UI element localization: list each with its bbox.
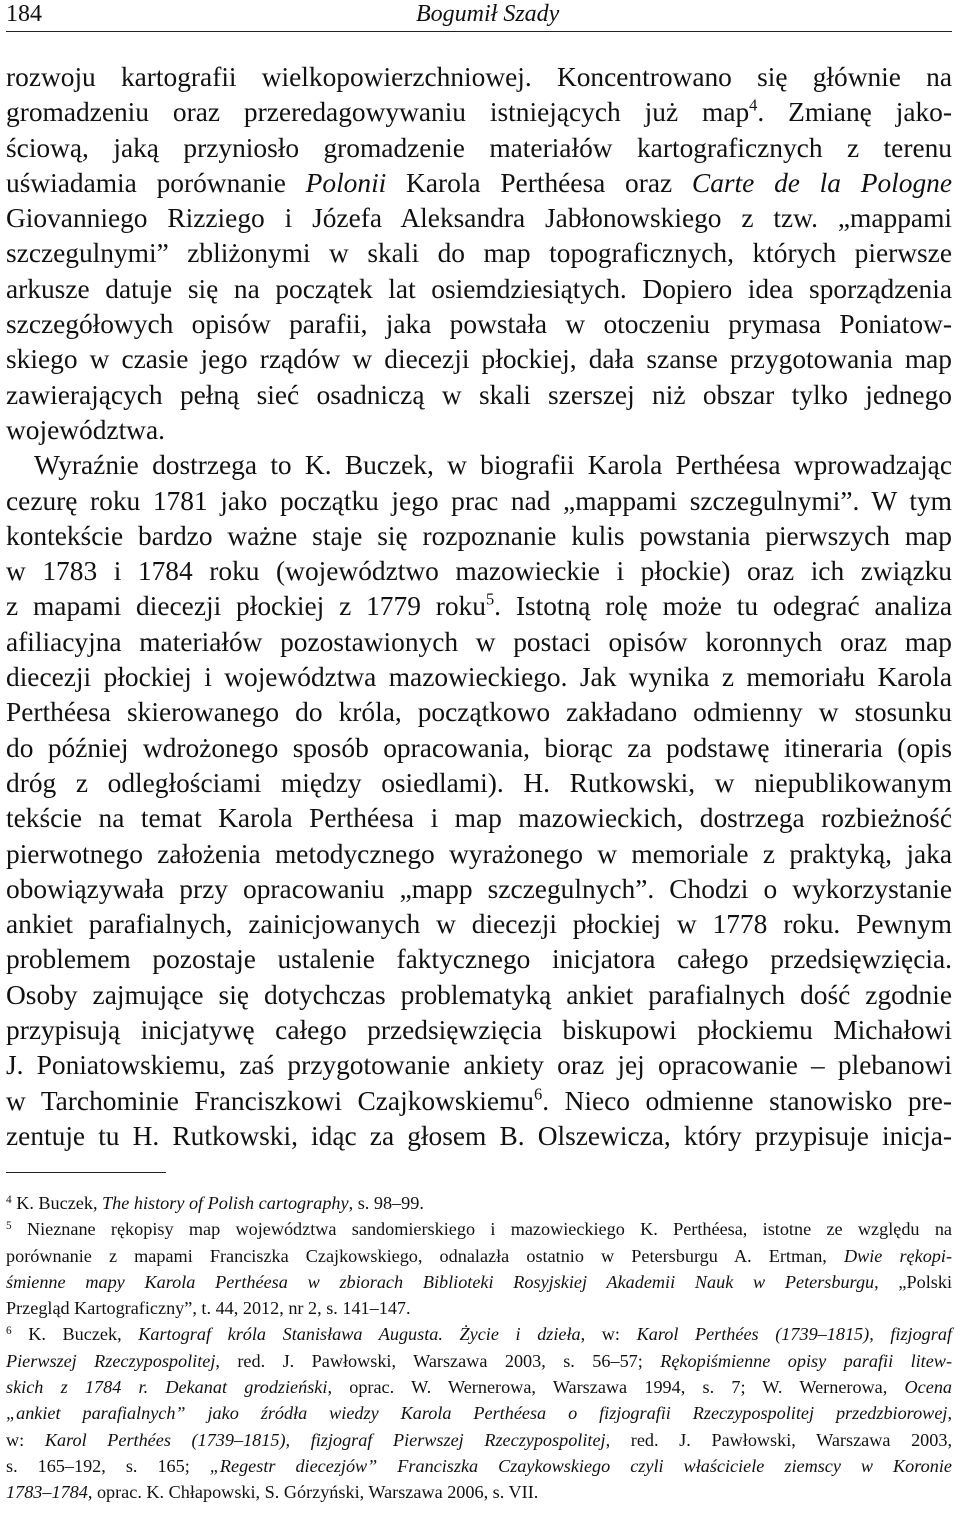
text-run: szczegulnymi” zbliżonymi w skali do map topograficznych, których pierwsze	[6, 238, 952, 269]
body-line	[6, 1119, 952, 1154]
text-run: Nieznane rękopisy map województwa sandomierskiego i mazowieckiego K. Perthéesa, istotne ze względu na	[11, 1219, 952, 1240]
italic-title: Karol Perthées (1739–1815), fizjograf Pierwszej Rzeczypospolitej	[44, 1429, 606, 1450]
text-run: w:	[6, 1429, 45, 1450]
body-line	[6, 236, 952, 271]
footnotes	[6, 1190, 952, 1506]
text-run: w 1783 i 1784 roku (województwo mazowieckie i płockie) oraz ich związku	[6, 556, 952, 587]
body-line	[6, 1084, 952, 1119]
body-line	[6, 907, 952, 942]
footnote-line	[6, 1295, 952, 1321]
header-rule	[6, 31, 952, 32]
italic-title: Carte de la Pologne	[691, 167, 953, 198]
text-run: K. Buczek,	[11, 1193, 103, 1213]
footnote-number: 6	[6, 1325, 12, 1338]
text-run: tekście na temat Karola Perthéesa i map mazowieckich, dostrzega rozbieżność	[6, 803, 952, 834]
text-run: J. Poniatowskiemu, zaś przygotowanie ankiety oraz jej opracowanie – plebanowi	[6, 1050, 952, 1081]
body-line	[6, 589, 952, 624]
italic-title: Kartograf króla Stanisława Augusta. Życie i dzieła	[138, 1324, 581, 1345]
text-run: zawierających pełną sieć osadniczą w skali szerszej niż obszar tylko jednego	[6, 379, 952, 410]
body-line	[6, 1013, 952, 1048]
body-line	[6, 342, 952, 377]
text-run: , „Polski	[874, 1271, 952, 1292]
text-run: Perthéesa skierowanego do króla, początkowo zakładano odmienny w stosunku	[6, 697, 952, 728]
body-line	[6, 695, 952, 730]
text-run: afiliacyjna materiałów pozostawionych w postaci opisów koronnych oraz map	[6, 626, 952, 657]
italic-title: 1783–1784	[6, 1482, 88, 1503]
footnote-line	[6, 1479, 952, 1505]
text-run: do później wdrożonego sposób opracowania, biorąc za podstawę itineraria (opis	[6, 732, 952, 763]
text-run: . Zmianę jako-	[757, 97, 952, 128]
text-run: , oprac. W. Wernerowa, Warszawa 1994, s. 7; W. Wernerowa,	[327, 1377, 905, 1398]
text-run: , red. J. Pawłowski, Warszawa 2003, s. 56–57;	[215, 1350, 661, 1371]
body-line	[6, 625, 952, 660]
text-run: Wyraźnie dostrzega to K. Buczek, w biografii Karola Perthéesa wprowadzając	[34, 450, 952, 481]
text-run: diecezji płockiej i województwa mazowieckiego. Jak wynika z memoriału Karola	[6, 662, 952, 693]
text-run: ściową, jaką przyniosło gromadzenie materiałów kartograficznych z terenu	[6, 132, 952, 163]
body-line	[6, 307, 952, 342]
italic-title: „ankiet parafialnych” jako źródła wiedzy Karola Perthéesa o fizjografii Rzeczypospolitej przedzbiorowej	[6, 1403, 948, 1424]
text-run: obowiązywała przy opracowaniu „mapp szczegulnych”. Chodzi o wykorzystanie	[6, 873, 952, 904]
italic-title: Pierwszej Rzeczypospolitej	[6, 1350, 216, 1371]
text-run: , red. J. Pawłowski, Warszawa 2003,	[605, 1429, 952, 1450]
italic-title: Dwie rękopi-	[843, 1245, 952, 1266]
body-line	[6, 95, 952, 130]
text-run: . Nieco odmienne stanowisko pre-	[542, 1085, 952, 1116]
body-line	[6, 766, 952, 801]
body-line	[6, 554, 952, 589]
text-run: arkusze datuje się na początek lat osiemdziesiątych. Dopiero idea sporządzenia	[6, 273, 952, 304]
footnote-line	[6, 1216, 952, 1242]
italic-title: Karol Perthées (1739–1815), fizjograf	[636, 1324, 953, 1345]
footnote-ref: 4	[749, 95, 758, 115]
text-run: Giovanniego Rizziego i Józefa Aleksandra Jabłonowskiego z tzw. „mappami	[6, 203, 952, 234]
body-line	[6, 272, 952, 307]
footnote-number: 4	[6, 1193, 12, 1206]
body-line	[6, 201, 952, 236]
footnote-line	[6, 1348, 952, 1374]
body-line	[6, 1048, 952, 1083]
footnote-ref: 6	[534, 1083, 543, 1103]
body-line	[6, 978, 952, 1013]
italic-title: Ocena	[904, 1377, 953, 1398]
main-text	[6, 60, 952, 1154]
text-run: , s. 98–99.	[348, 1193, 424, 1213]
body-line	[6, 731, 952, 766]
footnote-line	[6, 1321, 952, 1347]
running-head: Bogumił Szady	[416, 1, 560, 27]
footnote-line	[6, 1427, 952, 1453]
text-run: s. 165–192, s. 165;	[6, 1455, 210, 1476]
text-run: , w:	[580, 1324, 637, 1345]
body-line	[6, 448, 952, 483]
text-run: K. Buczek,	[11, 1324, 139, 1345]
text-run: ankiet parafialnych, zainicjowanych w diecezji płockiej w 1778 roku. Pewnym	[6, 909, 952, 940]
body-line	[6, 166, 952, 201]
text-run: szczegółowych opisów parafii, jaka powstała w otoczeniu prymasa Poniatow-	[6, 309, 952, 340]
footnote-ref: 5	[485, 589, 495, 609]
italic-title: Polonii	[305, 167, 387, 198]
footnote-line	[6, 1190, 952, 1216]
text-run: rozwoju kartografii wielkopowierzchniowej. Koncentrowano się głównie na	[6, 62, 952, 92]
text-run: Osoby zajmujące się dotychczas problematyką ankiet parafialnych dość zgodnie	[6, 979, 952, 1010]
text-run: Karola Perthéesa oraz	[386, 167, 692, 198]
text-run: zentuje tu H. Rutkowski, idąc za głosem B. Olszewicza, który przypisuje inicja-	[6, 1120, 952, 1151]
body-line	[6, 484, 952, 519]
footnote-line	[6, 1374, 952, 1400]
text-run: gromadzeniu oraz przeredagowywaniu istniejących już map	[6, 97, 750, 128]
text-run: przypisują inicjatywę całego przedsięwzięcia biskupowi płockiemu Michałowi	[6, 1015, 952, 1046]
text-run: ,	[947, 1403, 952, 1424]
body-line	[6, 942, 952, 977]
text-run: , oprac. K. Chłapowski, S. Górzyński, Warszawa 2006, s. VII.	[87, 1482, 539, 1503]
footnote-line	[6, 1269, 952, 1295]
footnote-separator	[6, 1172, 166, 1173]
italic-title: The history of Polish cartography	[102, 1193, 349, 1213]
footnote-line	[6, 1453, 952, 1479]
body-line	[6, 378, 952, 413]
body-line	[6, 413, 952, 448]
footnote-line	[6, 1400, 952, 1426]
body-line	[6, 60, 952, 95]
text-run: . Istotną rolę może tu odegrać analiza	[494, 591, 952, 622]
text-run: Przegląd Kartograficzny”, t. 44, 2012, nr 2, s. 141–147.	[6, 1298, 411, 1319]
text-run: cezurę roku 1781 jako początku jego prac nad „mappami szczegulnymi”. W tym	[6, 485, 952, 516]
italic-title: skich z 1784 r. Dekanat grodzieński	[6, 1377, 328, 1398]
body-line	[6, 837, 952, 872]
text-run: problemem pozostaje ustalenie faktycznego inicjatora całego przedsięwzięcia.	[6, 944, 952, 975]
text-run: dróg z odległościami między osiedlami). H. Rutkowski, w niepublikowanym	[6, 767, 952, 798]
body-line	[6, 131, 952, 166]
footnote-line	[6, 1243, 952, 1269]
text-run: pierwotnego założenia metodycznego wyrażonego w memoriale z praktyką, jaka	[6, 838, 952, 869]
text-run: uświadamia porównanie	[6, 167, 306, 198]
italic-title: „Regestr diecezjów” Franciszka Czaykowskiego czyli właściciele ziemscy w Koronie	[209, 1455, 952, 1476]
text-run: województwa.	[6, 414, 165, 445]
italic-title: Rękopiśmienne opisy parafii litew-	[660, 1350, 952, 1371]
text-run: w Tarchominie Franciszkowi Czajkowskiemu	[6, 1085, 534, 1116]
body-line	[6, 660, 952, 695]
page-header	[6, 0, 952, 31]
text-run: skiego w czasie jego rządów w diecezji płockiej, dała szanse przygotowania map	[6, 344, 952, 375]
italic-title: śmienne mapy Karola Perthéesa w zbiorach Biblioteki Rosyjskiej Akademii Nauk w Petersburgu	[6, 1271, 875, 1292]
page-number: 184	[6, 1, 42, 27]
body-line	[6, 519, 952, 554]
text-run: porównanie z mapami Franciszka Czajkowskiego, odnalazła ostatnio w Petersburgu A. Ertman,	[6, 1245, 844, 1266]
body-line	[6, 872, 952, 907]
body-line	[6, 801, 952, 836]
footnote-number: 5	[6, 1220, 12, 1233]
text-run: kontekście bardzo ważne staje się rozpoznanie kulis powstania pierwszych map	[6, 520, 952, 551]
text-run: z mapami diecezji płockiej z 1779 roku	[6, 591, 486, 622]
